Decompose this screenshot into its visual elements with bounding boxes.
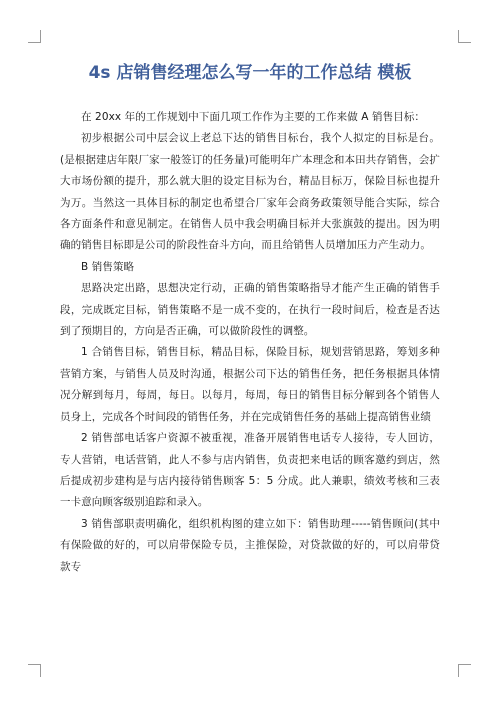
- paragraph-item-1: 1 合销售目标，销售目标，精品目标，保险目标，规划营销思路，筹划多种营销方案，与销售人员及时沟通，根据公司下达的销售任务，把任务根据具体情况分解到每月，每周，每日。以每月，每周，每日的销售目标分解到各个销售人员身上，完成各个时间段的销售任务，并在完成销售任务的基础上提高销售业绩: [60, 346, 440, 423]
- paragraph-sales-goal-intro: 在 20xx 年的工作规划中下面几项工作作为主要的工作来做 A 销售目标：: [81, 111, 426, 123]
- crop-mark-top-right: [458, 30, 471, 43]
- paragraph-item-3: 3 销售部职责明确化，组织机构图的建立如下：销售助理-----销售顾问(其中有保险做的好的，可以肩带保险专员，主推保险，对贷款做的好的，可以肩带贷款专: [60, 517, 440, 573]
- paragraph-initial-target: 初步根据公司中层会议上老总下达的销售目标台，我个人拟定的目标是台。(是根据建店年限厂家一般签订的任务量)可能明年广本理念和本田共存销售，会扩大市场份额的提升，那么就大胆的设定目标为台，精品目标万，保险目标也提升为万。当然这一具体目标的制定也希望合厂家年会商务政策领导能合实际，综合各方面条件和意见制定。在销售人员中我会明确目标并大张旗鼓的提出。因为明确的销售目标即是公司的阶段性奋斗方向，而且给销售人员增加压力产生动力。: [60, 132, 440, 252]
- crop-mark-top-left: [28, 30, 41, 43]
- crop-mark-bottom-right: [458, 664, 471, 677]
- document-body: [60, 107, 440, 578]
- paragraph-item-2: 2 销售部电话客户资源不被重视，准备开展销售电话专人接待，专人回访，专人营销，电话营销，此人不参与店内销售，负责把来电话的顾客邀约到店，然后提成初步建构是与店内接待销售顾客 5：5 分成。此人兼职，绩效考核和三表一卡意向顾客级别追踪和录入。: [60, 432, 440, 509]
- section-heading-sales-strategy: B 销售策略: [81, 260, 135, 273]
- crop-mark-bottom-left: [28, 664, 41, 677]
- document-title: 4s 店销售经理怎么写一年的工作总结 模板: [88, 63, 412, 83]
- paragraph-strategy-thinking: 思路决定出路，思想决定行动，正确的销售策略指导才能产生正确的销售手段，完成既定目标，销售策略不是一成不变的，在执行一段时间后，检查是否达到了预期目的，方向是否正确，可以做阶段性的调整。: [60, 282, 440, 338]
